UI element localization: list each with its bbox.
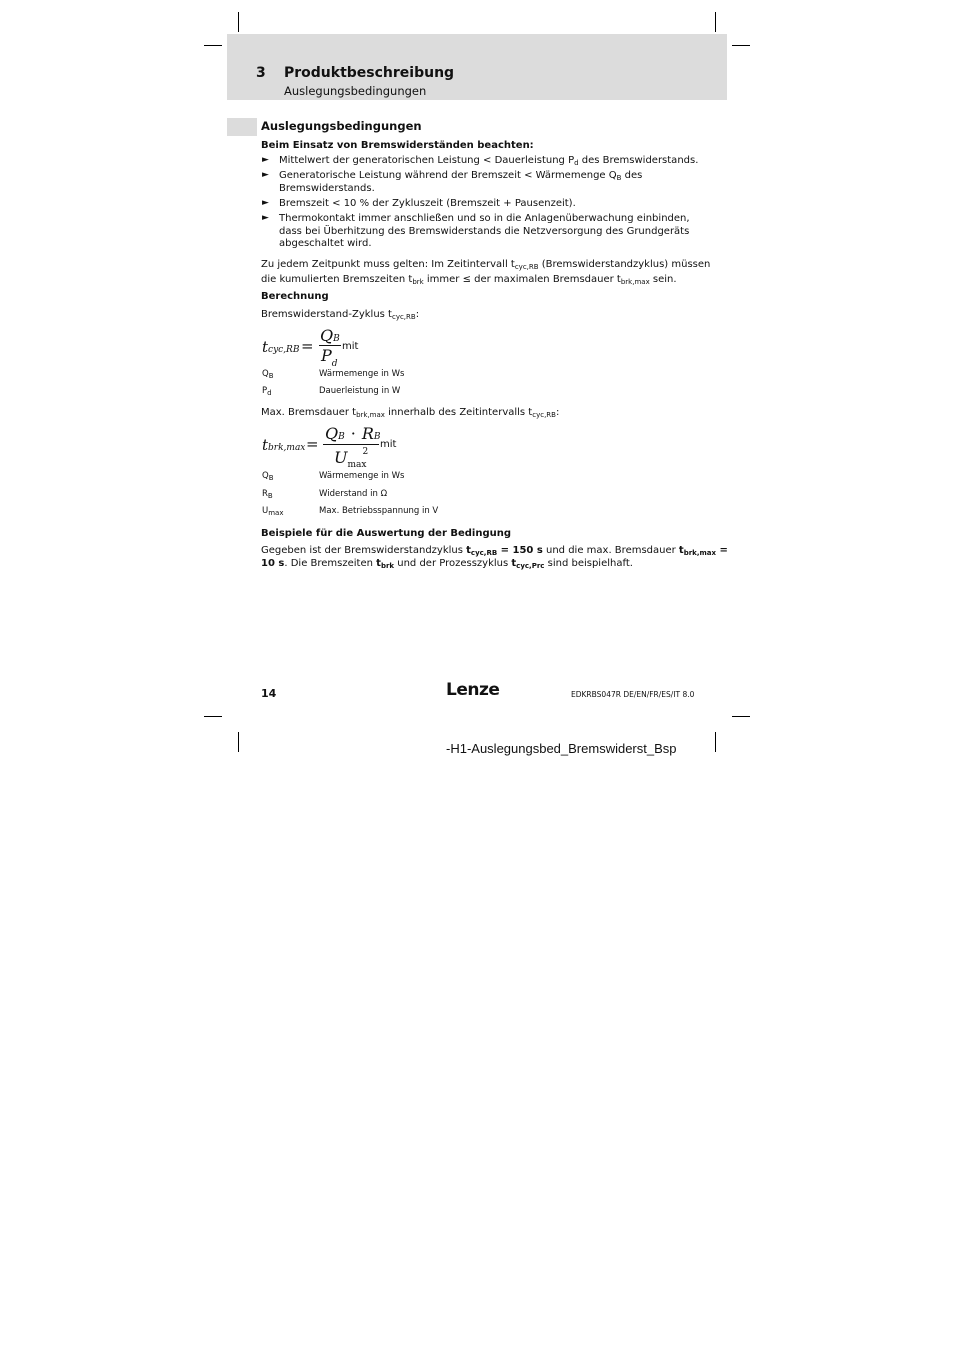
formula1-intro: Bremswiderstand-Zyklus $t_{cyc,RB}$: (261, 309, 420, 321)
formula2-suffix: mit (380, 439, 397, 450)
crop-mark (732, 45, 750, 46)
crop-mark (238, 12, 239, 32)
bullet-icon: ► (262, 170, 269, 180)
bookmark-label: -H1-Auslegungsbed_Bremswiderst_Bsp (446, 741, 677, 756)
examples-line: Gegeben ist der Bremswiderstandzyklus $t_{cyc,RB} = 150$ s und die max. Bremsdauer $t_{brk,max}$ = (261, 545, 728, 557)
paragraph-line: Zu jedem Zeitpunkt muss gelten: Im Zeitintervall $t_{cyc,RB}$ (Bremswiderstandzyklus) müssen (261, 259, 711, 271)
crop-mark (204, 716, 222, 717)
intro-heading: Beim Einsatz von Bremswiderständen beachten: (261, 140, 534, 151)
formula1-numerator: QB (320, 326, 340, 345)
bullet-icon: ► (262, 155, 269, 165)
legend-desc: Wärmemenge in Ws (319, 369, 405, 379)
bullet-1: Mittelwert der generatorischen Leistung < Dauerleistung $P_d$ des Bremswiderstands. (279, 155, 699, 167)
formula1-denominator: $P_d$ (321, 346, 338, 369)
formula2-lhs: tbrk,max (262, 436, 306, 454)
section-title: Auslegungsbedingungen (261, 119, 422, 133)
lenze-logo: Lenze (446, 680, 500, 700)
formula2-eq: = (306, 435, 319, 453)
paragraph-line: die kumulierten Bremszeiten $t_{brk}$ immer ≤ der maximalen Bremsdauer $t_{brk,max}$ sein. (261, 274, 677, 286)
legend-symbol: $U_{max}$ (262, 506, 284, 517)
chapter-subtitle: Auslegungsbedingungen (284, 84, 427, 98)
bullet-2: Generatorische Leistung während der Bremszeit < Wärmemenge $Q_B$ des (279, 170, 643, 182)
legend-symbol: $Q_B$ (262, 471, 274, 482)
formula2-intro: Max. Bremsdauer $t_{brk,max}$ innerhalb des Zeitintervalls $t_{cyc,RB}$: (261, 407, 560, 419)
page-number: 14 (261, 687, 277, 700)
legend-desc: Dauerleistung in W (319, 386, 401, 396)
bullet-icon: ► (262, 198, 269, 208)
crop-mark (732, 716, 750, 717)
bullet-4-cont2: abgeschaltet wird. (279, 238, 372, 249)
formula2-denominator: $U_{max}^2$ (334, 447, 369, 470)
legend-desc: Widerstand in Ω (319, 489, 388, 499)
crop-mark (204, 45, 222, 46)
calc-heading: Berechnung (261, 291, 329, 302)
fraction-bar (323, 444, 379, 445)
chapter-number: 3 (256, 65, 266, 81)
legend-symbol: $R_B$ (262, 489, 273, 500)
legend-symbol: $Q_B$ (262, 369, 274, 380)
crop-mark (238, 732, 239, 752)
bullet-2-cont: Bremswiderstands. (279, 183, 375, 194)
bullet-4-cont: dass bei Überhitzung des Bremswiderstands die Netzversorgung des Grundgeräts (279, 226, 690, 237)
formula1-eq: = (301, 337, 314, 355)
formula2-numerator: QB · RB (325, 424, 381, 443)
section-marker (227, 118, 257, 136)
examples-heading: Beispiele für die Auswertung der Bedingung (261, 528, 512, 539)
legend-desc: Max. Betriebsspannung in V (319, 506, 439, 516)
legend-desc: Wärmemenge in Ws (319, 471, 405, 481)
chapter-title: Produktbeschreibung (284, 65, 455, 81)
legend-symbol: $P_d$ (262, 386, 272, 397)
examples-line: 10 s. Die Bremszeiten $t_{brk}$ und der Prozesszyklus $t_{cyc,Prc}$ sind beispielhaft. (261, 558, 633, 570)
bullet-icon: ► (262, 213, 269, 223)
crop-mark (715, 732, 716, 752)
formula1-lhs: tcyc,RB (262, 338, 300, 356)
bullet-4: Thermokontakt immer anschließen und so in die Anlagenüberwachung einbinden, (279, 213, 690, 224)
bullet-3: Bremszeit < 10 % der Zykluszeit (Bremszeit + Pausenzeit). (279, 198, 576, 209)
crop-mark (715, 12, 716, 32)
doc-code: EDKRBS047R DE/EN/FR/ES/IT 8.0 (571, 690, 695, 699)
formula1-suffix: mit (342, 341, 359, 352)
